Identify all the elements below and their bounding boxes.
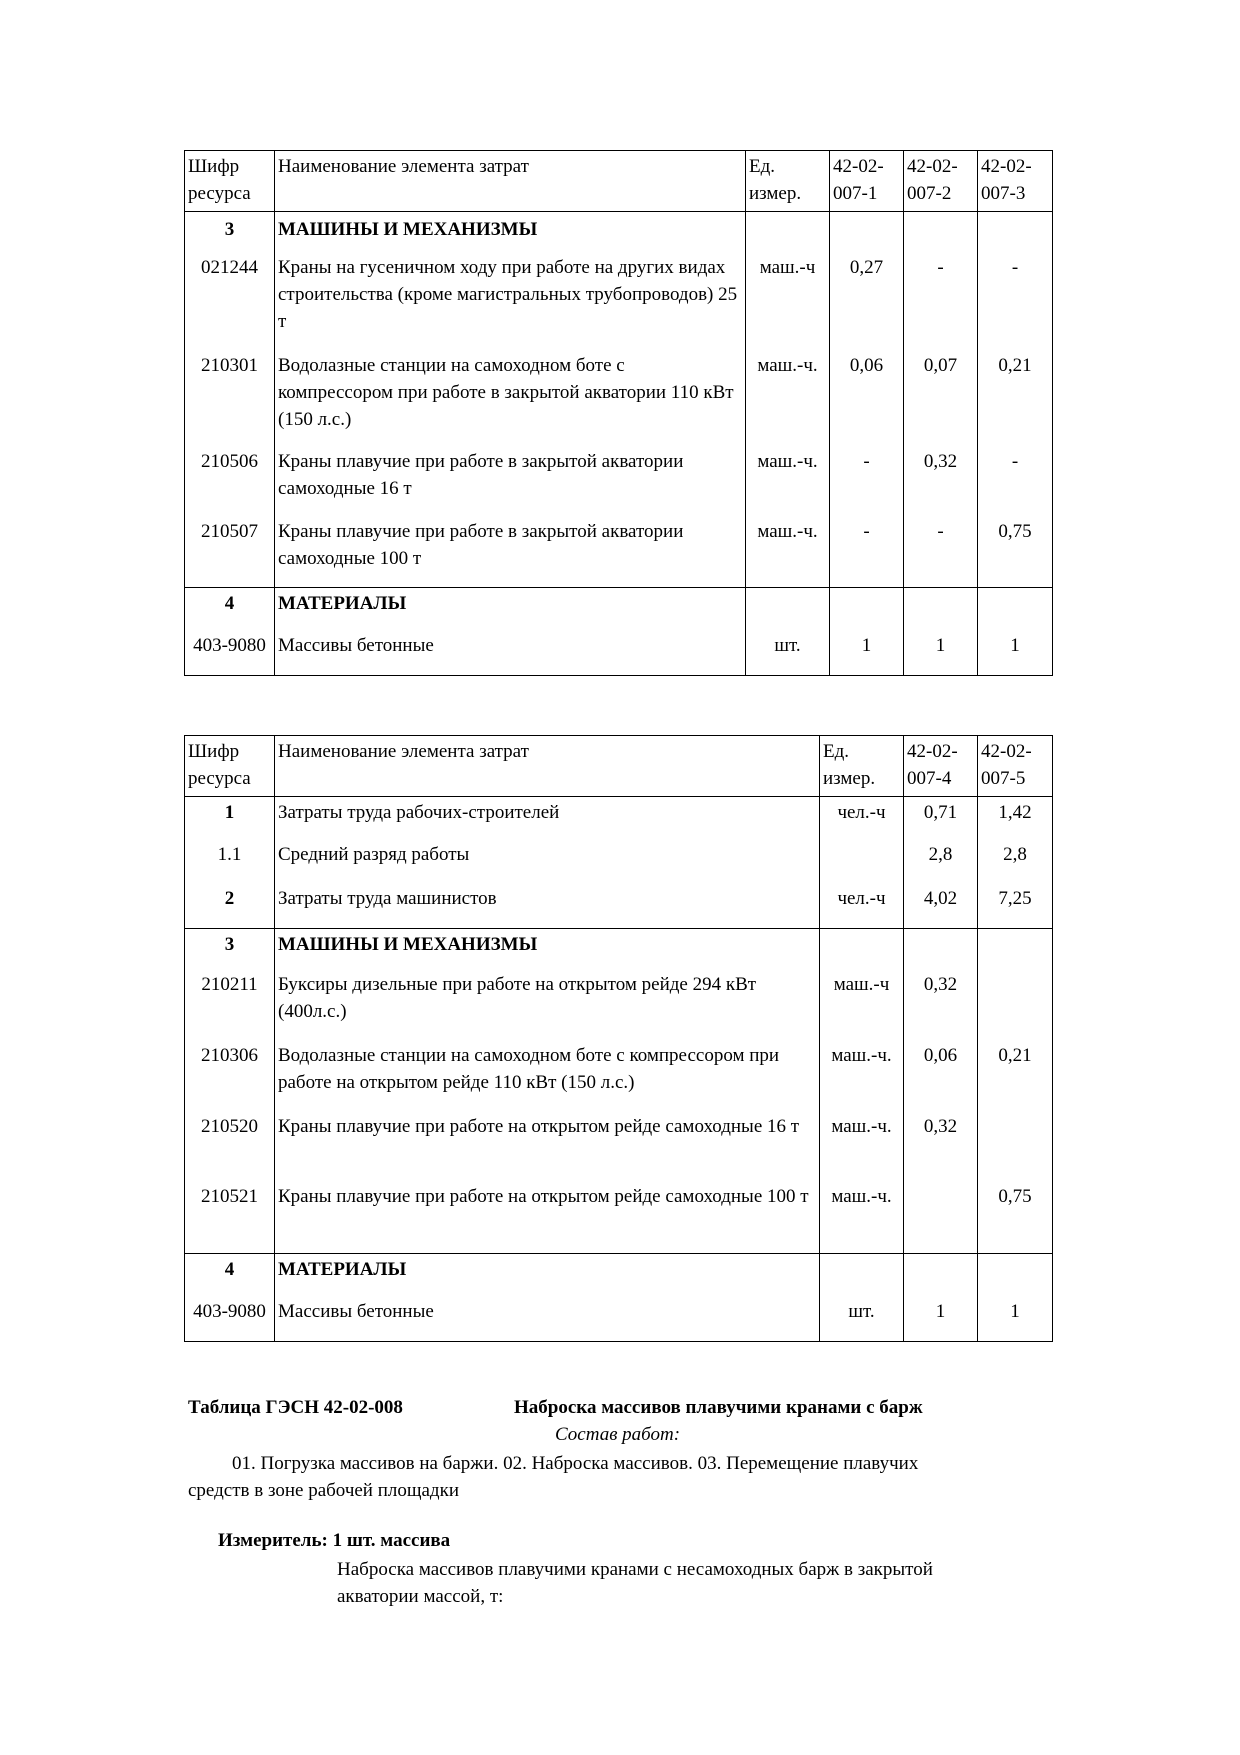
table-row xyxy=(185,841,1053,885)
section-row xyxy=(185,588,1053,632)
row-value: 1 xyxy=(978,1298,1053,1342)
header-name: Наименование элемента затрат xyxy=(275,151,746,212)
row-code: 210521 xyxy=(185,1183,275,1254)
section-name: МАТЕРИАЛЫ xyxy=(275,588,746,632)
row-unit: шт. xyxy=(746,632,830,676)
table-row xyxy=(185,448,1053,518)
table-row xyxy=(185,971,1053,1042)
row-name: Массивы бетонные xyxy=(275,632,746,676)
description-line-2: акватории массой, т: xyxy=(337,1586,504,1607)
works-text-line-1: 01. Погрузка массивов на баржи. 02. Наброска массивов. 03. Перемещение плавучих xyxy=(232,1453,919,1474)
row-code: 210506 xyxy=(185,448,275,518)
section-code: 3 xyxy=(185,929,275,971)
header-col-2: 42-02- 007-2 xyxy=(904,151,978,212)
row-unit: чел.-ч xyxy=(820,885,904,929)
row-value: 0,06 xyxy=(904,1042,978,1113)
row-code: 210301 xyxy=(185,352,275,448)
row-code: 210211 xyxy=(185,971,275,1042)
section-row xyxy=(185,212,1053,254)
section-name: МАШИНЫ И МЕХАНИЗМЫ xyxy=(275,212,746,254)
row-value: 0,75 xyxy=(978,1183,1053,1254)
row-value: 0,32 xyxy=(904,448,978,518)
row-name: Затраты труда машинистов xyxy=(275,885,820,929)
table-row xyxy=(185,254,1053,352)
row-code: 1 xyxy=(185,797,275,841)
row-value: - xyxy=(978,448,1053,518)
row-value: 1 xyxy=(904,632,978,676)
row-value: 0,27 xyxy=(830,254,904,352)
header-unit: Ед. измер. xyxy=(746,151,830,212)
table-row xyxy=(185,352,1053,448)
row-value: 1 xyxy=(830,632,904,676)
row-value: - xyxy=(904,518,978,588)
table-row xyxy=(185,797,1053,841)
row-name: Краны на гусеничном ходу при работе на других видах строительства (кроме магистральных трубопроводов) 25 т xyxy=(275,254,746,352)
row-value xyxy=(978,971,1053,1042)
resource-table-2 xyxy=(184,735,1053,1342)
row-name: Средний разряд работы xyxy=(275,841,820,885)
resource-table-1 xyxy=(184,150,1053,676)
row-value: - xyxy=(904,254,978,352)
row-value: 2,8 xyxy=(904,841,978,885)
row-value: 1 xyxy=(904,1298,978,1342)
row-code: 403-9080 xyxy=(185,632,275,676)
table-header-row xyxy=(185,151,1053,212)
row-unit: шт. xyxy=(820,1298,904,1342)
row-value: 0,75 xyxy=(978,518,1053,588)
row-unit: маш.-ч xyxy=(746,254,830,352)
header-code: Шифр ресурса xyxy=(185,151,275,212)
row-value: 1,42 xyxy=(978,797,1053,841)
row-name: Краны плавучие при работе в закрытой акватории самоходные 16 т xyxy=(275,448,746,518)
row-name: Краны плавучие при работе на открытом рейде самоходные 16 т xyxy=(275,1113,820,1183)
meter-label: Измеритель: 1 шт. массива xyxy=(218,1530,451,1551)
row-value: - xyxy=(830,448,904,518)
row-name: Водолазные станции на самоходном боте с компрессором при работе на открытом рейде 110 кВт (150 л.с.) xyxy=(275,1042,820,1113)
table-row xyxy=(185,1298,1053,1342)
row-value: 4,02 xyxy=(904,885,978,929)
row-name: Затраты труда рабочих-строителей xyxy=(275,797,820,841)
row-name: Массивы бетонные xyxy=(275,1298,820,1342)
row-value: 0,07 xyxy=(904,352,978,448)
row-code: 210507 xyxy=(185,518,275,588)
row-name: Буксиры дизельные при работе на открытом рейде 294 кВт (400л.с.) xyxy=(275,971,820,1042)
header-code: Шифр ресурса xyxy=(185,736,275,797)
table-row xyxy=(185,885,1053,929)
row-value: 0,21 xyxy=(978,1042,1053,1113)
row-unit: маш.-ч. xyxy=(746,448,830,518)
works-heading: Состав работ: xyxy=(555,1424,681,1445)
row-name: Краны плавучие при работе на открытом рейде самоходные 100 т xyxy=(275,1183,820,1254)
row-value: 0,71 xyxy=(904,797,978,841)
table-header-row xyxy=(185,736,1053,797)
row-value: 0,32 xyxy=(904,1113,978,1183)
header-col-3: 42-02- 007-3 xyxy=(978,151,1053,212)
section-code: 3 xyxy=(185,212,275,254)
header-col-5: 42-02- 007-5 xyxy=(978,736,1053,797)
table-row xyxy=(185,1042,1053,1113)
table-row xyxy=(185,632,1053,676)
row-code: 403-9080 xyxy=(185,1298,275,1342)
section-name: МАТЕРИАЛЫ xyxy=(275,1254,820,1298)
row-unit: маш.-ч. xyxy=(820,1042,904,1113)
header-col-4: 42-02- 007-4 xyxy=(904,736,978,797)
row-unit: маш.-ч. xyxy=(746,352,830,448)
row-code: 2 xyxy=(185,885,275,929)
row-code: 021244 xyxy=(185,254,275,352)
header-unit: Ед. измер. xyxy=(820,736,904,797)
row-code: 210306 xyxy=(185,1042,275,1113)
row-unit: маш.-ч. xyxy=(820,1183,904,1254)
row-value: 0,32 xyxy=(904,971,978,1042)
row-unit xyxy=(820,841,904,885)
row-name: Водолазные станции на самоходном боте с компрессором при работе в закрытой акватории 110 кВт (150 л.с.) xyxy=(275,352,746,448)
section-row xyxy=(185,929,1053,971)
table-row xyxy=(185,518,1053,588)
row-value xyxy=(904,1183,978,1254)
row-unit: маш.-ч xyxy=(820,971,904,1042)
row-value: 7,25 xyxy=(978,885,1053,929)
section-code: 4 xyxy=(185,1254,275,1298)
works-text-line-2: средств в зоне рабочей площадки xyxy=(188,1480,460,1501)
row-value: 0,21 xyxy=(978,352,1053,448)
section-row xyxy=(185,1254,1053,1298)
section-code: 4 xyxy=(185,588,275,632)
section-name: МАШИНЫ И МЕХАНИЗМЫ xyxy=(275,929,820,971)
row-value: 0,06 xyxy=(830,352,904,448)
table-id: Таблица ГЭСН 42-02-008 xyxy=(188,1397,403,1418)
table-title: Наброска массивов плавучими кранами с барж xyxy=(514,1397,923,1418)
table-row xyxy=(185,1183,1053,1254)
table-row xyxy=(185,1113,1053,1183)
row-unit: маш.-ч. xyxy=(746,518,830,588)
row-unit: чел.-ч xyxy=(820,797,904,841)
row-unit: маш.-ч. xyxy=(820,1113,904,1183)
row-name: Краны плавучие при работе в закрытой акватории самоходные 100 т xyxy=(275,518,746,588)
description-line-1: Наброска массивов плавучими кранами с несамоходных барж в закрытой xyxy=(337,1559,933,1580)
row-value: 1 xyxy=(978,632,1053,676)
header-name: Наименование элемента затрат xyxy=(275,736,820,797)
row-value: 2,8 xyxy=(978,841,1053,885)
row-value: - xyxy=(830,518,904,588)
row-value: - xyxy=(978,254,1053,352)
header-col-1: 42-02- 007-1 xyxy=(830,151,904,212)
row-code: 210520 xyxy=(185,1113,275,1183)
row-value xyxy=(978,1113,1053,1183)
row-code: 1.1 xyxy=(185,841,275,885)
